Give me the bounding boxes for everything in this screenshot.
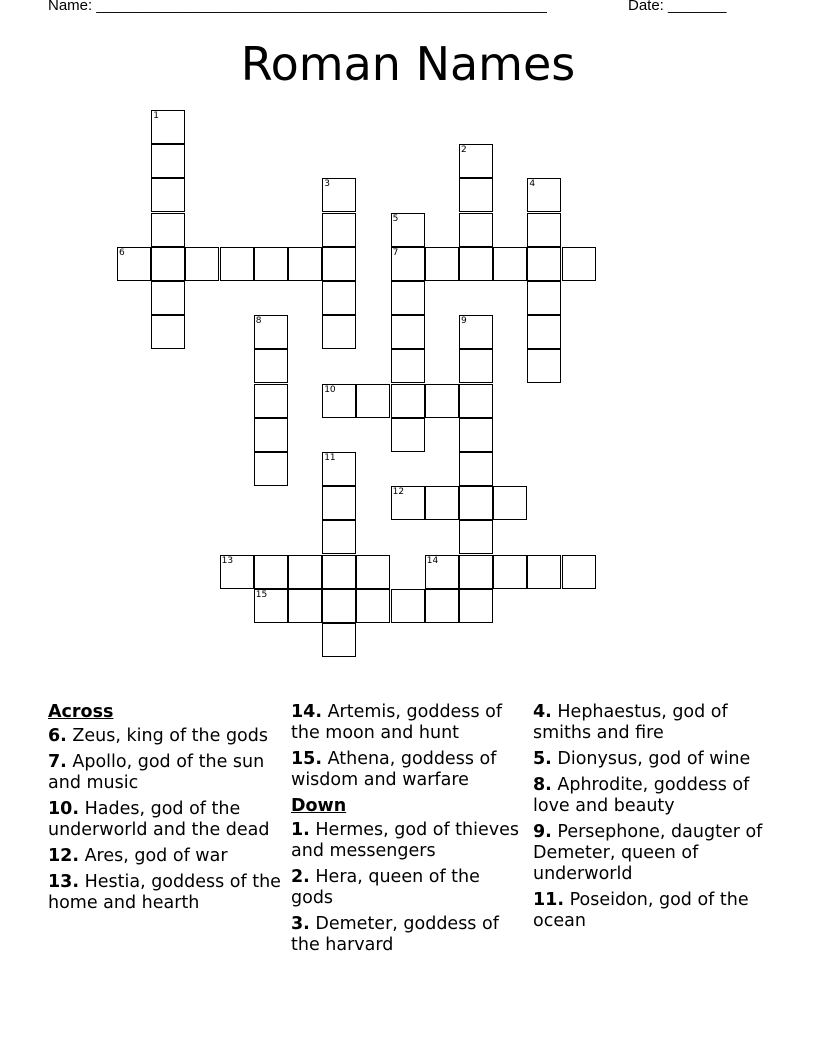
crossword-cell[interactable] (459, 452, 493, 486)
crossword-cell[interactable] (322, 384, 356, 418)
clue-text: Zeus, king of the gods (66, 726, 268, 746)
clue-text: Hephaestus, god of smiths and fire (533, 702, 728, 743)
crossword-cell[interactable] (151, 213, 185, 247)
clue-number: 14. (291, 702, 323, 722)
cell-number: 13 (221, 555, 234, 566)
crossword-cell[interactable] (527, 555, 561, 589)
cell-number: 6 (119, 247, 125, 258)
down-clue-11 (533, 890, 769, 932)
crossword-cell[interactable] (288, 589, 322, 623)
clue-text: Aphrodite, goddess of love and beauty (533, 775, 750, 816)
crossword-cell[interactable] (527, 315, 561, 349)
crossword-cell[interactable] (391, 213, 425, 247)
crossword-cell[interactable] (254, 452, 288, 486)
crossword-cell[interactable] (459, 589, 493, 623)
crossword-cell[interactable] (356, 384, 390, 418)
across-clue-6 (48, 726, 284, 747)
clue-number: 9. (533, 822, 552, 842)
crossword-cell[interactable] (254, 247, 288, 281)
clue-number: 2. (291, 867, 310, 887)
across-clue-15 (291, 749, 527, 791)
clue-number: 13. (48, 872, 80, 892)
down-clue-1 (291, 820, 527, 862)
crossword-cell[interactable] (185, 247, 219, 281)
clue-text: Demeter, goddess of the harvard (291, 914, 499, 955)
clue-text: Dionysus, god of wine (551, 749, 751, 769)
clues-column-1 (48, 702, 284, 919)
clue-number: 4. (533, 702, 552, 722)
name-field[interactable]: Name: ______________________________________________________ (48, 0, 547, 14)
crossword-cell[interactable] (459, 520, 493, 554)
crossword-cell[interactable] (288, 555, 322, 589)
crossword-cell[interactable] (220, 555, 254, 589)
across-clue-13 (48, 872, 284, 914)
down-clue-3 (291, 914, 527, 956)
crossword-cell[interactable] (425, 555, 459, 589)
clue-number: 5. (533, 749, 552, 769)
clue-number: 3. (291, 914, 310, 934)
crossword-cell[interactable] (391, 281, 425, 315)
crossword-cell[interactable] (391, 384, 425, 418)
crossword-cell[interactable] (459, 315, 493, 349)
crossword-cell[interactable] (220, 247, 254, 281)
down-clue-4 (533, 702, 769, 744)
crossword-cell[interactable] (493, 486, 527, 520)
cell-number: 15 (255, 589, 268, 600)
crossword-cell[interactable] (391, 418, 425, 452)
cell-number: 10 (324, 384, 336, 395)
crossword-cell[interactable] (117, 247, 151, 281)
crossword-cell[interactable] (391, 349, 425, 383)
crossword-cell[interactable] (151, 281, 185, 315)
cell-number: 2 (461, 145, 467, 156)
crossword-cell[interactable] (322, 247, 356, 281)
crossword-cell[interactable] (254, 315, 288, 349)
cell-number: 3 (324, 179, 330, 190)
clue-text: Artemis, goddess of the moon and hunt (291, 702, 502, 743)
crossword-cell[interactable] (459, 555, 493, 589)
clue-text: Poseidon, god of the ocean (533, 890, 749, 931)
across-heading: Across (48, 702, 114, 722)
across-clue-7 (48, 752, 284, 794)
crossword-cell[interactable] (527, 349, 561, 383)
crossword-cell[interactable] (425, 247, 459, 281)
clue-number: 15. (291, 749, 323, 769)
crossword-cell[interactable] (151, 178, 185, 212)
crossword-cell[interactable] (322, 486, 356, 520)
across-clue-14 (291, 702, 527, 744)
crossword-cell[interactable] (459, 178, 493, 212)
clue-number: 10. (48, 799, 80, 819)
crossword-cell[interactable] (254, 384, 288, 418)
crossword-cell[interactable] (322, 452, 356, 486)
crossword-cell[interactable] (459, 144, 493, 178)
crossword-cell[interactable] (151, 247, 185, 281)
down-clue-8 (533, 775, 769, 817)
crossword-cell[interactable] (391, 486, 425, 520)
clue-number: 11. (533, 890, 565, 910)
clue-number: 7. (48, 752, 67, 772)
crossword-cell[interactable] (254, 589, 288, 623)
crossword-cell[interactable] (459, 213, 493, 247)
cell-number: 1 (153, 111, 159, 121)
clue-number: 8. (533, 775, 552, 795)
clue-text: Hera, queen of the gods (291, 867, 480, 908)
clue-text: Persephone, daugter of Demeter, queen of underworld (533, 822, 763, 884)
crossword-cell[interactable] (151, 144, 185, 178)
crossword-cell[interactable] (356, 589, 390, 623)
crossword-cell[interactable] (493, 247, 527, 281)
page-title: Roman Names (240, 37, 576, 91)
crossword-cell[interactable] (322, 520, 356, 554)
date-field[interactable]: Date: _______ (628, 0, 727, 14)
crossword-cell[interactable] (527, 281, 561, 315)
crossword-cell[interactable] (425, 486, 459, 520)
crossword-cell[interactable] (562, 247, 596, 281)
crossword-cell[interactable] (527, 213, 561, 247)
crossword-cell[interactable] (391, 315, 425, 349)
cell-number: 5 (392, 213, 399, 224)
crossword-cell[interactable] (425, 384, 459, 418)
clue-text: Ares, god of war (79, 846, 228, 866)
crossword-cell[interactable] (254, 349, 288, 383)
cell-number: 8 (255, 316, 262, 327)
cell-number: 11 (324, 453, 336, 463)
crossword-cell[interactable] (459, 384, 493, 418)
crossword-cell[interactable] (151, 315, 185, 349)
clue-number: 12. (48, 846, 80, 866)
crossword-cell[interactable] (322, 213, 356, 247)
crossword-cell[interactable] (459, 349, 493, 383)
crossword-cell[interactable] (322, 178, 356, 212)
across-clue-12 (48, 846, 284, 867)
down-clue-2 (291, 867, 527, 909)
crossword-cell[interactable] (391, 589, 425, 623)
crossword-cell[interactable] (562, 555, 596, 589)
crossword-cell[interactable] (425, 589, 459, 623)
crossword-cell[interactable] (459, 247, 493, 281)
crossword-cell[interactable] (527, 178, 561, 212)
clue-number: 1. (291, 820, 310, 840)
clue-number: 6. (48, 726, 67, 746)
clues-column-3 (533, 702, 769, 937)
crossword-cell[interactable] (391, 247, 425, 281)
crossword-cell[interactable] (527, 247, 561, 281)
crossword-cell[interactable] (254, 555, 288, 589)
crossword-cell[interactable] (254, 418, 288, 452)
crossword-cell[interactable] (151, 110, 185, 144)
down-clue-5 (533, 749, 769, 770)
crossword-cell[interactable] (322, 589, 356, 623)
crossword-cell[interactable] (322, 281, 356, 315)
crossword-cell[interactable] (322, 555, 356, 589)
crossword-cell[interactable] (356, 555, 390, 589)
clue-text: Hermes, god of thieves and messengers (291, 820, 519, 861)
crossword-cell[interactable] (493, 555, 527, 589)
cell-number: 7 (392, 247, 399, 258)
down-clue-9 (533, 822, 769, 885)
cell-number: 12 (392, 487, 405, 498)
clue-text: Hades, god of the underworld and the dead (48, 799, 270, 840)
cell-number: 4 (529, 179, 536, 190)
crossword-cell[interactable] (459, 486, 493, 520)
clue-text: Hestia, goddess of the home and hearth (48, 872, 281, 913)
down-heading: Down (291, 796, 347, 816)
clue-text: Athena, goddess of wisdom and warfare (291, 749, 497, 790)
crossword-cell[interactable] (322, 623, 356, 657)
clue-text: Apollo, god of the sun and music (48, 752, 265, 793)
cell-number: 14 (426, 555, 439, 566)
cell-number: 9 (461, 316, 467, 327)
crossword-cell[interactable] (322, 315, 356, 349)
across-clue-10 (48, 799, 284, 841)
clues-column-2 (291, 702, 527, 961)
crossword-cell[interactable] (288, 247, 322, 281)
crossword-cell[interactable] (459, 418, 493, 452)
